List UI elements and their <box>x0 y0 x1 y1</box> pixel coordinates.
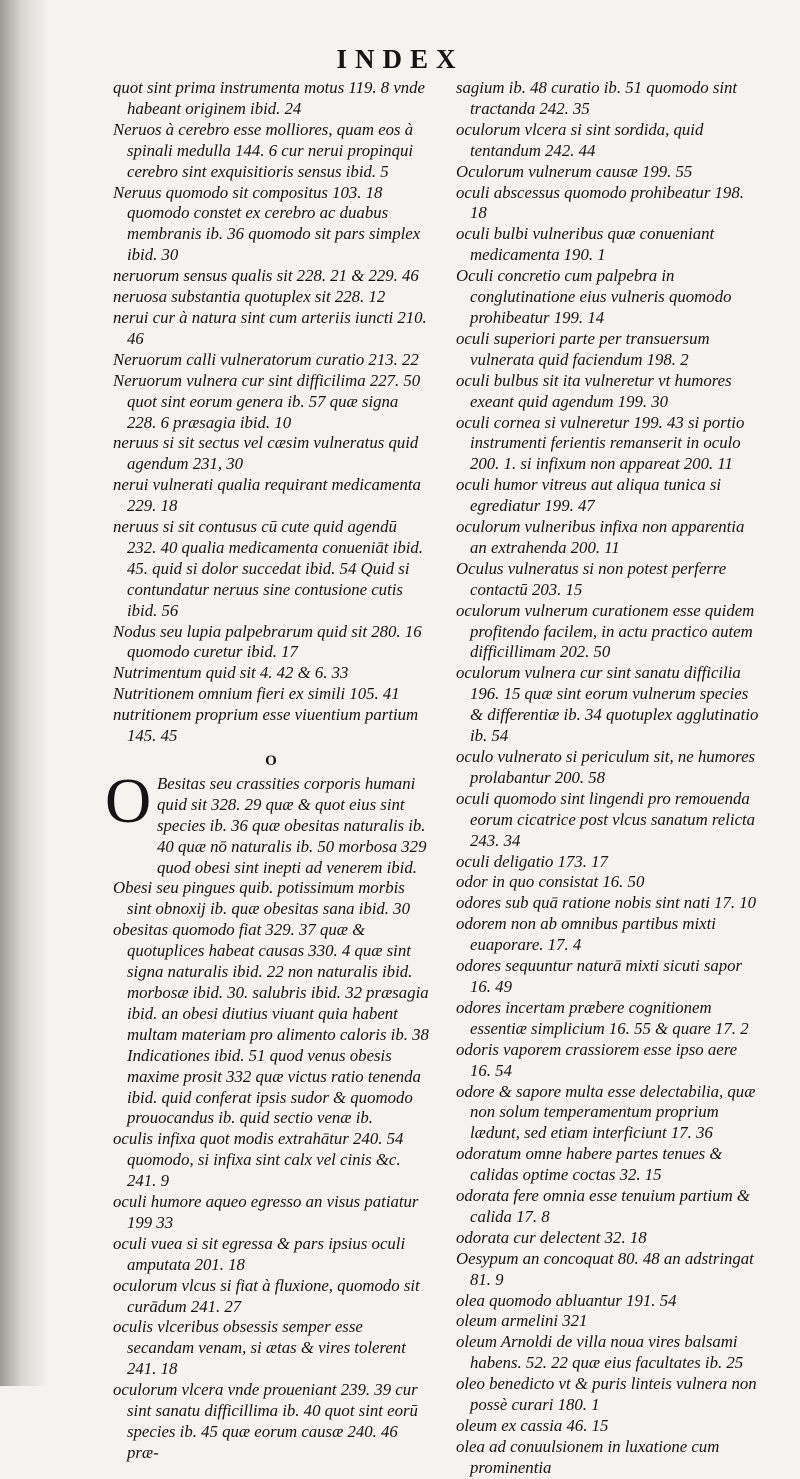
index-entry: neruosa substantia quotuplex sit 228. 12 <box>113 287 386 307</box>
index-entry: oleum Arnoldi de villa noua vires balsami habens. 52. 22 quæ eius facultates ib. 25 <box>456 1332 744 1373</box>
index-entry: Neruos à cerebro esse molliores, quam eos à spinali medulla 144. 6 cur nerui propinqui cerebro sint exquisitioris sensus ibid. 5 <box>113 119 414 181</box>
index-entry: odores sequuntur naturā mixti sicuti sapor 16. 49 <box>456 956 743 996</box>
index-entry: olea quomodo abluantur 191. 54 <box>456 1290 677 1310</box>
page-header: INDEX <box>336 44 464 74</box>
section-letter-heading: O <box>265 753 277 769</box>
index-entry: Nutritionem omnium fieri ex simili 105. 41 <box>113 684 400 704</box>
index-entry: Neruus quomodo sit compositus 103. 18 quomodo constet ex cerebro ac duabus membranis ib. 36 quomodo sit pars simplex ibid. 30 <box>113 182 421 265</box>
index-entry: odor in quo consistat 16. 50 <box>456 872 645 892</box>
index-entry: obesitas quomodo fiat 329. 37 quæ & quotuplices habeat causas 330. 4 quæ sint signa naturalis ibid. 22 non naturalis ibid. morbosæ ibid. 30. salubris ibid. 32 præsagia ibid. an obesi diutius viuant quia habent multam materiam pro alimento caloris ib. 38 Indicationes ibid. 51 quod venus obesis maxime prosit 332 quæ victus ratio tenenda ibid. quid conferat ipsis sudor & quomodo prouocandus ib. quid sectio venæ ib. <box>113 920 429 1128</box>
index-entry: odorata cur delectent 32. 18 <box>456 1227 647 1247</box>
index-entry: oculorum vulnera cur sint sanatu difficilia 196. 15 quæ sint eorum vulnerum species & differentiæ ib. 34 quotuplex agglutinatio ib. 54 <box>456 663 759 746</box>
index-entry: nerui cur à natura sint cum arteriis iuncti 210. 46 <box>113 307 427 348</box>
index-entry: oculorum vlcus si fiat à fluxione, quomodo sit curādum 241. 27 <box>113 1275 420 1316</box>
index-entry: oculi deligatio 173. 17 <box>456 851 608 871</box>
page-gutter-shadow <box>0 0 48 1386</box>
index-entry: Oesypum an concoquat 80. 48 an adstringat 81. 9 <box>456 1248 754 1289</box>
index-entry: oculi vuea si sit egressa & pars ipsius oculi amputata 201. 18 <box>113 1233 406 1274</box>
index-entry: oculorum vulneribus infixa non apparentia an extrahenda 200. 11 <box>456 517 745 557</box>
right-column <box>456 78 761 1479</box>
index-entry: oculis vlceribus obsessis semper esse secandam venam, si ætas & vires tolerent 241. 18 <box>113 1317 406 1379</box>
index-entry: odores incertam præbere cognitionem essentiæ simplicium 16. 55 & quare 17. 2 <box>456 997 749 1038</box>
index-entry: Oculus vulneratus si non potest perferre contactū 203. 15 <box>456 558 727 599</box>
index-entry: nerui vulnerati qualia requirant medicamenta 229. 18 <box>113 475 421 516</box>
index-entry: oculorum vulnerum curationem esse quidem profitendo facilem, in actu practico autem difficillimam 202. 50 <box>456 600 755 662</box>
index-entry-first <box>105 764 429 879</box>
index-entry: odores sub quā ratione nobis sint nati 17. 10 <box>456 893 757 913</box>
index-entry: neruorum sensus qualis sit 228. 21 & 229. 46 <box>113 266 419 286</box>
left-column <box>105 78 429 1464</box>
index-entry: odorem non ab omnibus partibus mixti euaporare. 17. 4 <box>456 914 716 955</box>
index-entry: oleo benedicto vt & puris linteis vulnera non possè curari 180. 1 <box>456 1374 757 1415</box>
index-entry: oleum armelini 321 <box>456 1311 588 1331</box>
index-entry: Oculi concretio cum palpebra in conglutinatione eius vulneris quomodo prohibeatur 199. 14 <box>456 266 732 327</box>
index-entry: odoris vaporem crassiorem esse ipso aere 16. 54 <box>456 1039 738 1080</box>
index-entry: oculi humor vitreus aut aliqua tunica si egrediatur 199. 47 <box>456 475 722 516</box>
index-entry: oculorum vlcera si sint sordida, quid tentandum 242. 44 <box>456 119 704 160</box>
index-entry: neruus si sit contusus cū cute quid agendū 232. 40 qualia medicamenta conueniāt ibid. 45. quid si dolor succedat ibid. 54 Quid si contundatur neruus sine contusione cutis ibid. 56 <box>113 517 423 620</box>
index-entry: sagium ib. 48 curatio ib. 51 quomodo sint tractanda 242. 35 <box>456 78 738 118</box>
index-entry: Neruorum calli vulneratorum curatio 213. 22 <box>113 349 419 369</box>
index-entry: odorata fere omnia esse tenuium partium & calida 17. 8 <box>456 1186 750 1226</box>
index-entry: Nodus seu lupia palpebrarum quid sit 280. 16 quomodo curetur ibid. 17 <box>113 621 422 662</box>
index-entry: oculi bulbi vulneribus quæ conueniant medicamenta 190. 1 <box>456 224 715 265</box>
index-entry: oculi bulbus sit ita vulneretur vt humores exeant quid agendum 199. 30 <box>456 370 732 411</box>
index-entry: olea ad conuulsionem in luxatione cum prominentia <box>456 1436 720 1477</box>
index-entry: Nutrimentum quid sit 4. 42 & 6. 33 <box>113 663 349 683</box>
index-entry: neruus si sit sectus vel cæsim vulneratus quid agendum 231, 30 <box>113 433 419 474</box>
index-entry: nutritionem proprium esse viuentium partium 145. 45 <box>113 705 419 746</box>
index-entry: Neruorum vulnera cur sint difficilima 227. 50 quot sint eorum genera ib. 57 quæ signa 228. 6 præsagia ibid. 10 <box>113 370 421 432</box>
index-entry: oleum ex cassia 46. 15 <box>456 1416 609 1435</box>
index-entry: oculi superiori parte per transuersum vulnerata quid faciendum 198. 2 <box>456 328 710 369</box>
drop-cap: O <box>105 764 152 836</box>
index-entry: oculi quomodo sint lingendi pro remouenda eorum cicatrice post vlcus sanatum relicta 243. 34 <box>456 788 756 850</box>
index-entry: odore & sapore multa esse delectabilia, quæ non solum temperamentum proprium lædunt, sed etiam interficiunt 17. 36 <box>456 1081 756 1143</box>
index-entry: Obesi seu pingues quib. potissimum morbis sint obnoxij ib. quæ obesitas sana ibid. 30 <box>113 878 410 919</box>
index-entry: oculorum vlcera vnde proueniant 239. 39 cur sint sanatu difficillima ib. 40 quot sint eorū species ib. 45 quæ eorum causæ 240. 46 præ- <box>113 1380 418 1462</box>
index-entry: odoratum omne habere partes tenues & calidas optime coctas 32. 15 <box>456 1144 723 1185</box>
index-entry: oculo vulnerato si periculum sit, ne humores prolabantur 200. 58 <box>456 747 756 787</box>
index-entry: oculi abscessus quomodo prohibeatur 198. 18 <box>456 182 744 223</box>
first-entry-text: Besitas seu crassities corporis humani quid sit 328. 29 quæ & quot eius sint species ib. 36 quæ obesitas naturalis ib. 40 quæ nō naturalis ib. 50 morbosa 329 quod obesi sint inepti ad venerem ibid. <box>157 773 427 877</box>
index-entry: Oculorum vulnerum causæ 199. 55 <box>456 161 693 181</box>
index-entry: oculis infixa quot modis extrahātur 240. 54 quomodo, si infixa sint calx vel cinis &c. 241. 9 <box>113 1129 404 1191</box>
index-entry: quot sint prima instrumenta motus 119. 8 vnde habeant originem ibid. 24 <box>113 78 426 118</box>
index-entry: oculi humore aqueo egresso an visus patiatur 199 33 <box>113 1192 419 1232</box>
index-entry: oculi cornea si vulneretur 199. 43 si portio instrumenti ferientis remanserit in oculo 200. 1. si infixum non appareat 200. 11 <box>456 412 745 474</box>
